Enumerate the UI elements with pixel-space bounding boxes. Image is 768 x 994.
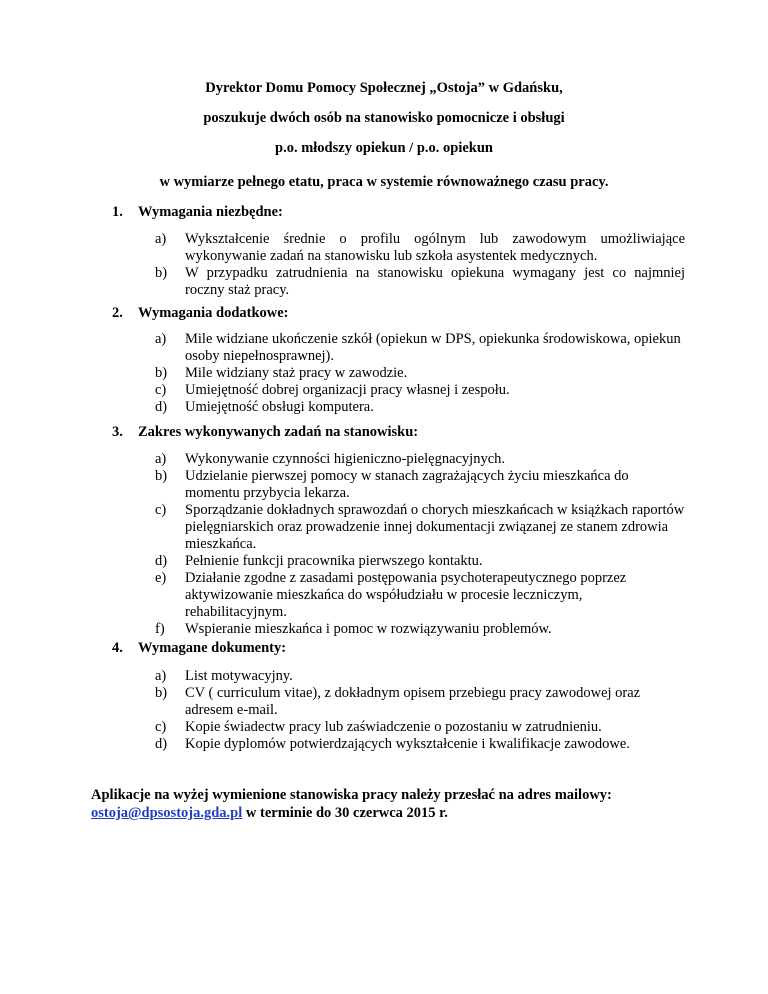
application-instructions-line: Aplikacje na wyżej wymienione stanowiska pracy należy przesłać na adres mailowy: <box>91 787 612 803</box>
list-item-text: Wspieranie mieszkańca i pomoc w rozwiązywaniu problemów. <box>185 621 552 637</box>
list-marker: f) <box>155 621 165 637</box>
section-title: Wymagania dodatkowe: <box>138 305 289 321</box>
list-marker: b) <box>155 685 168 701</box>
section-title: Zakres wykonywanych zadań na stanowisku: <box>138 424 419 440</box>
list-marker: b) <box>155 365 168 381</box>
list-item-text: Umiejętność obsługi komputera. <box>185 399 374 415</box>
section-number: 2. <box>112 305 123 321</box>
header-director-line: Dyrektor Domu Pomocy Społecznej „Ostoja” w Gdańsku, <box>205 80 563 96</box>
list-marker: b) <box>155 265 168 281</box>
header-position-line: poszukuje dwóch osób na stanowisko pomocnicze i obsługi <box>203 110 565 126</box>
section-heading-3 <box>112 424 418 441</box>
list-item-text: Działanie zgodne z zasadami postępowania psychoterapeutycznego poprzez aktywizowanie mieszkańca do współudziału w procesie leczniczym, rehabilitacyjnym. <box>185 570 627 620</box>
section-number: 1. <box>112 204 123 220</box>
section-4-list <box>155 668 685 753</box>
list-marker: a) <box>155 331 167 347</box>
email-link[interactable]: ostoja@dpsostoja.gda.pl <box>91 805 243 821</box>
list-item-text: Kopie świadectw pracy lub zaświadczenie o pozostaniu w zatrudnieniu. <box>185 719 602 735</box>
list-item <box>155 553 685 570</box>
list-item-text: Wykształcenie średnie o profilu ogólnym lub zawodowym umożliwiające wykonywanie zadań na stanowisku lub szkoła asystentek medycznych. <box>185 231 685 264</box>
list-item-text: Mile widziane ukończenie szkół (opiekun w DPS, opiekunka środowiskowa, opiekun osoby niepełnosprawnej). <box>185 331 681 364</box>
section-title: Wymagania niezbędne: <box>138 204 283 220</box>
list-item <box>155 685 685 719</box>
deadline-text: w terminie do 30 czerwca 2015 r. <box>242 805 448 821</box>
list-marker: a) <box>155 231 167 247</box>
list-marker: c) <box>155 502 167 518</box>
list-marker: c) <box>155 382 167 398</box>
list-item-text: CV ( curriculum vitae), z dokładnym opisem przebiegu pracy zawodowej oraz adresem e-mail. <box>185 685 641 718</box>
list-item-text: List motywacyjny. <box>185 668 293 684</box>
list-item-text: Udzielanie pierwszej pomocy w stanach zagrażających życiu mieszkańca do momentu przybycia lekarza. <box>185 468 629 501</box>
list-item <box>155 382 685 399</box>
list-marker: d) <box>155 553 168 569</box>
list-marker: e) <box>155 570 167 586</box>
section-number: 3. <box>112 424 123 440</box>
list-item <box>155 399 685 416</box>
list-marker: b) <box>155 468 168 484</box>
list-item <box>155 365 685 382</box>
list-item-text: Pełnienie funkcji pracownika pierwszego kontaktu. <box>185 553 483 569</box>
list-item <box>155 231 685 265</box>
section-title: Wymagane dokumenty: <box>138 640 287 656</box>
list-marker: c) <box>155 719 167 735</box>
list-marker: a) <box>155 451 167 467</box>
list-item <box>155 736 685 753</box>
header-employment-terms: w wymiarze pełnego etatu, praca w systemie równoważnego czasu pracy. <box>159 174 609 190</box>
list-item <box>155 502 685 553</box>
section-number: 4. <box>112 640 123 656</box>
section-3-list <box>155 451 685 638</box>
section-2-list <box>155 331 685 416</box>
list-marker: d) <box>155 736 168 752</box>
list-item <box>155 668 685 685</box>
list-item <box>155 621 685 638</box>
application-instructions <box>91 786 691 822</box>
list-marker: a) <box>155 668 167 684</box>
list-item <box>155 451 685 468</box>
list-item <box>155 331 685 365</box>
list-marker: d) <box>155 399 168 415</box>
application-deadline-line <box>91 804 691 822</box>
list-item-text: W przypadku zatrudnienia na stanowisku opiekuna wymagany jest co najmniej roczny staż pracy. <box>185 265 685 298</box>
list-item-text: Umiejętność dobrej organizacji pracy własnej i zespołu. <box>185 382 510 398</box>
section-heading-4 <box>112 640 286 657</box>
list-item <box>155 719 685 736</box>
list-item <box>155 265 685 299</box>
header-job-title: p.o. młodszy opiekun / p.o. opiekun <box>275 140 493 156</box>
list-item <box>155 570 685 621</box>
list-item-text: Mile widziany staż pracy w zawodzie. <box>185 365 408 381</box>
section-heading-1 <box>112 204 283 221</box>
list-item <box>155 468 685 502</box>
list-item-text: Wykonywanie czynności higieniczno-pielęgnacyjnych. <box>185 451 506 467</box>
section-1-list <box>155 231 685 299</box>
section-heading-2 <box>112 305 289 322</box>
list-item-text: Sporządzanie dokładnych sprawozdań o chorych mieszkańcach w książkach raportów pielęgniarskich oraz prowadzenie innej dokumentacji związanej ze stanem zdrowia mieszkańca. <box>185 502 685 552</box>
list-item-text: Kopie dyplomów potwierdzających wykształcenie i kwalifikacje zawodowe. <box>185 736 630 752</box>
